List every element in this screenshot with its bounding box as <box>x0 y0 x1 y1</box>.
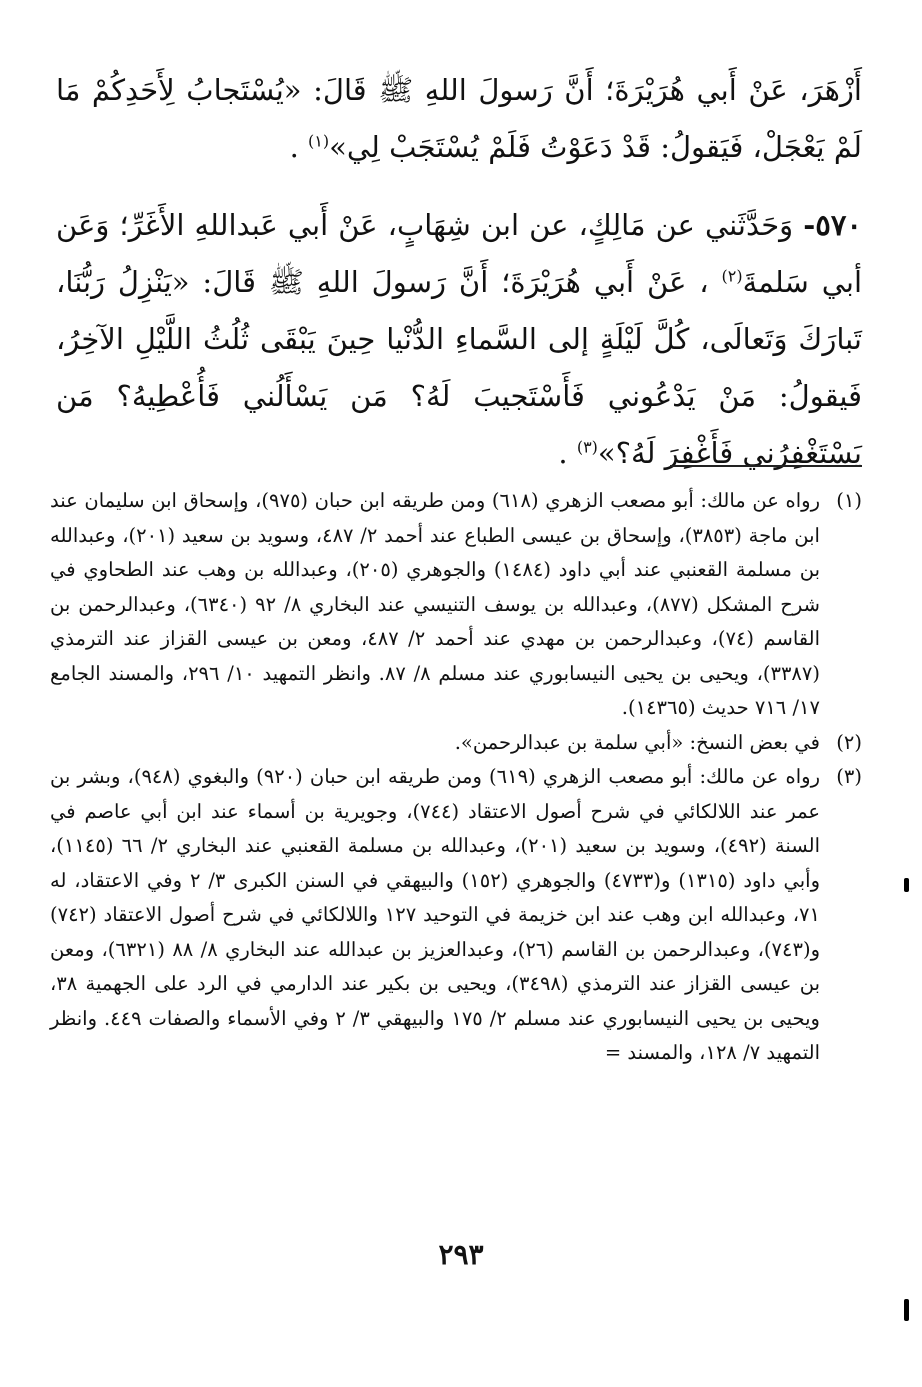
paragraph-2-end: . <box>558 436 577 470</box>
paragraph-1-text: أَزْهَرَ، عَنْ أَبي هُرَيْرَةَ؛ أَنَّ رَسولَ اللهِ ﷺ قَالَ: «يُسْتَجابُ لِأَحَدِكُمْ مَا لَمْ يَعْجَلْ، فَيَقولُ: قَدْ دَعَوْتُ فَلَمْ يُسْتَجَبْ لِي» <box>56 73 862 164</box>
footnote-text: في بعض النسخ: «أبي سلمة بن عبدالرحمن». <box>454 730 820 754</box>
footnote-2 <box>50 726 862 761</box>
footnote-separator <box>670 465 862 467</box>
paragraph-1-end: . <box>289 130 309 164</box>
margin-mark <box>904 878 909 892</box>
footnote-number: (٢) <box>836 730 862 754</box>
footnote-text: رواه عن مالك: أبو مصعب الزهري (٦١٩) ومن طريقه ابن حبان (٩٢٠) والبغوي (٩٤٨)، وبشر بن عمر عند اللالكائي في شرح أصول الاعتقاد (٧٤٤)، وجويرية بن أسماء عند ابن أبي عاصم في السنة (٤٩٢)، وسويد بن سعيد (٢٠١)، وعبدالله بن مسلمة القعنبي عند البخاري ٢/ ٦٦ (١١٤٥)، وأبي داود (١٣١٥) و(٤٧٣٣) والجوهري (١٥٢) والبيهقي في السنن الكبرى ٣/ ٢ وفي الاعتقاد، له ٧١، وعبدالله ابن وهب عند ابن خزيمة في التوحيد ١٢٧ واللالكائي في شرح أصول الاعتقاد (٧٤٢) و(٧٤٣)، وعبدالرحمن بن القاسم (٢٦)، وعبدالعزيز بن عبدالله عند البخاري ٨/ ٨٨ (٦٣٢١)، ومعن بن عيسى القزاز عند الترمذي (٣٤٩٨)، ويحيى بن بكير عند الدارمي في الرد على الجهمية ٣٨، ويحيى بن يحيى النيسابوري عند مسلم ٢/ ١٧٥ والبيهقي ٣/ ٢ وفي الأسماء والصفات ٤٤٩. وانظر التمهيد ٧/ ١٢٨، والمسند = <box>50 765 821 1064</box>
paragraph-2-text-b: ، عَنْ أَبي هُرَيْرَةَ؛ أَنَّ رَسولَ اللهِ ﷺ قَالَ: «يَنْزِلُ رَبُّنَا، تَبارَكَ وَتَعالَى، كُلَّ لَيْلَةٍ إلى السَّماءِ الدُّنْيا حِينَ يَبْقَى ثُلُثُ اللَّيْلِ الآخِرُ، فَيقولُ: مَنْ يَدْعُوني فَأَسْتَجيبَ لَهُ؟ مَن يَسْأَلُني فَأُعْطِيهُ؟ مَن يَسْتَغْفِرُني فَأَغْفِرَ لَهُ؟» <box>56 265 862 470</box>
margin-mark <box>904 1299 909 1321</box>
footnote-ref-1: (١) <box>308 131 330 151</box>
footnote-text: رواه عن مالك: أبو مصعب الزهري (٦١٨) ومن طريقه ابن حبان (٩٧٥)، وإسحاق ابن سليمان عند ابن ماجة (٣٨٥٣)، وإسحاق بن عيسى الطباع عند أحمد ٢/ ٤٨٧، وسويد بن سعيد (٢٠١)، وعبدالله بن مسلمة القعنبي عند أبي داود (١٤٨٤) والجوهري (٢٠٥)، وعبدالله بن وهب عند الطحاوي في شرح المشكل (٨٧٧)، وعبدالله بن يوسف التنيسي عند البخاري ٨/ ٩٢ (٦٣٤٠)، وعبدالرحمن بن القاسم (٧٤)، وعبدالرحمن بن مهدي عند أحمد ٢/ ٤٨٧، ومعن بن عيسى القزاز عند الترمذي (٣٣٨٧)، ويحيى بن يحيى النيسابوري عند مسلم ٨/ ٨٧. وانظر التمهيد ١٠/ ٢٩٦، والمسند الجامع ١٧/ ٧١٦ حديث (١٤٣٦٥). <box>50 489 820 719</box>
paragraph-2-text-a: وَحَدَّثَني عن مَالِكٍ، عن ابن شِهَابٍ، عَنْ أَبي عَبداللهِ الأَغَرِّ؛ وَعَن أبي سَلمةَ <box>56 208 863 299</box>
footnote-3 <box>50 760 862 1071</box>
footnote-1 <box>50 484 862 726</box>
footnotes-section <box>50 484 862 1071</box>
main-paragraph-hadith-570 <box>56 197 862 482</box>
main-paragraph-continuation <box>56 62 862 176</box>
hadith-number: ٥٧٠- <box>803 208 862 242</box>
footnote-number: (١) <box>836 489 862 512</box>
footnote-ref-3: (٣) <box>576 437 598 457</box>
page-number: ٢٩٣ <box>438 1238 484 1271</box>
footnote-number: (٣) <box>836 765 862 788</box>
footnote-ref-2: (٢) <box>721 266 743 286</box>
